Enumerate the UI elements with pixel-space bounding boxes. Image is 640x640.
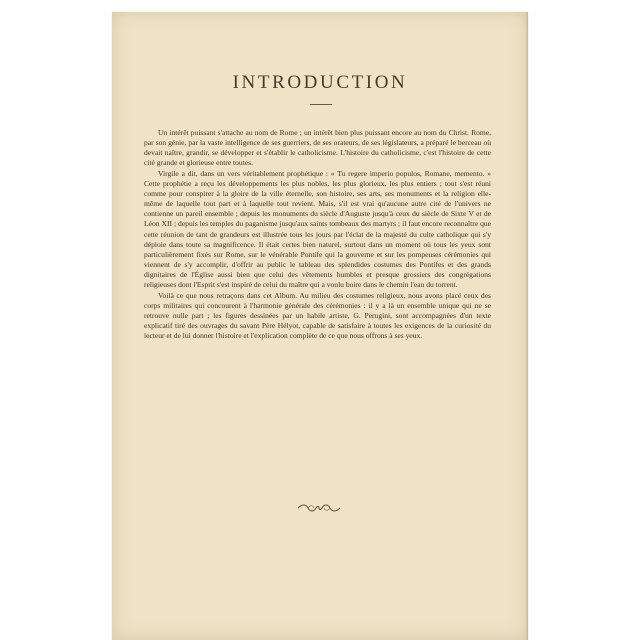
scroll-flourish-icon [296,503,342,513]
page-title: INTRODUCTION [232,72,408,93]
paragraph-1: Un intérêt puissant s'attache au nom de Rome ; un intérêt bien plus puissant encore au nom du Christ. Rome, par son génie, par la vaste intelligence de ses guerriers, de ses orateurs, de ses législateurs, a préparé le berceau où devait naître, grandir, se développer et s'établir le catholicisme. L'histoire du catholicisme, c'est l'histoire de cette cité grande et glorieuse entre toutes. [144,128,491,168]
paragraph-2: Virgile a dit, dans un vers véritablement prophétique : « Tu regere imperio populos, Romane, memento. » Cette prophétie a reçu les développements les plus nobles, les plus glorieux, les plus entiers ; tout s'est réuni comme pour conspirer à la gloire de la ville éternelle, son histoire, ses arts, ses monuments et la religion elle-même de laquelle tout part et à laquelle tout revient. Mais, s'il est vrai qu'aucune autre cité de l'univers ne contienne un pareil ensemble ; depuis les monuments du siècle d'Auguste jusqu'à ceux du siècle de Sixte V et de Léon XII ; depuis les temples du paganisme jusqu'aux saints tombeaux des martyrs ; il faut encore reconnaître que cette réunion de tant de grandeurs est illustrée tous les jours par l'éclat de la majesté du culte catholique qui s'y déploie dans toute sa magnificence. Il était certes bien naturel, surtout dans un moment où tous les yeux sont particulièrement fixés sur Rome, sur le vénérable Pontife qui la gouverne et sur les pompeuses cérémonies qui viennent de s'y accomplir, d'offrir au public le tableau des splendides costumes des Pontifes et des grands dignitaires de l'Église aussi bien que celui des vêtements humbles et presque grossiers des congrégations religieuses dont l'Esprit s'est inspiré de celui du maître qui a voulu boire dans le chemin l'eau du torrent. [144,168,491,290]
title-divider [310,104,332,105]
page-body [144,128,491,341]
book-page [112,12,528,640]
paragraph-3: Voilà ce que nous retraçons dans cet Album. Au milieu des costumes religieux, nous avons placé ceux des corps militaires qui concourent à l'harmonie générale des cérémonies : il y a là un ensemble unique qui ne se retrouve nulle part ; les figures dessinées par un habile artiste, G. Perugini, sont accompagnées d'un texte explicatif tiré des ouvrages du savant Père Hélyot, capable de satisfaire à toutes les exigences de la curiosité du lecteur et de lui donner l'histoire et l'explication complète de ce que nous offrons à ses yeux. [144,290,491,341]
